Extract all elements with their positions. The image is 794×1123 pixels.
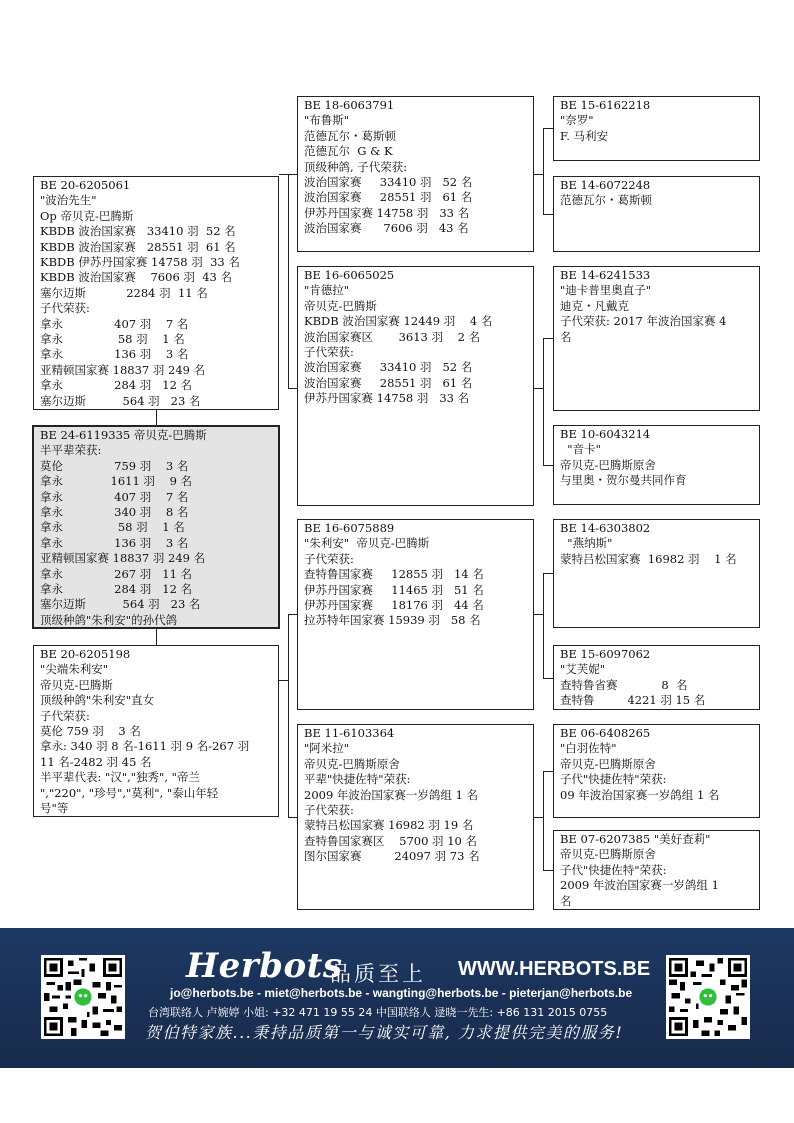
connector-ss-vertical [543,128,544,214]
pedigree-line: 子代荣获: [304,803,354,818]
pedigree-line: 波治国家赛 28551 羽 61 名 [304,375,473,390]
brand-slogan: 品质至上 [330,962,426,986]
sire-sire-sire-box [553,96,760,161]
pedigree-line: KBDB 伊苏丹国家赛 14758 羽 33 名 [40,255,240,270]
pedigree-line: 拿永: 340 羽 8 名-1611 羽 9 名-267 羽 [40,739,250,754]
pedigree-line: 波治国家赛 28551 羽 61 名 [304,190,473,205]
pedigree-line: BE 20-6205061 [40,178,131,192]
pedigree-line: "布鲁斯" [304,113,350,128]
pedigree-line: "肯德拉" [304,283,350,298]
pedigree-line: 蒙特吕松国家赛 16982 羽 1 名 [560,551,737,566]
pedigree-line: BE 20-6205198 [40,647,131,661]
pedigree-line: BE 14-6072248 [560,178,651,192]
pedigree-line: "艾芙妮" [560,662,606,677]
sire-dam-box [297,266,534,506]
pedigree-line: 号"等 [40,801,69,816]
connector-dd-to-dds [543,771,553,772]
qr-code-right-icon [669,958,747,1036]
pedigree-line: 波治国家赛 33410 羽 52 名 [304,175,473,190]
company-motto: 贺伯特家族...秉持品质第一与诚实可靠, 力求提供完美的服务! [145,1023,624,1042]
dam-dam-dam-box [553,830,760,910]
pedigree-line: 半平辈代表: "汉","独秀", "帝兰 [40,770,200,785]
pedigree-line: 拿永 284 羽 12 名 [40,582,193,597]
pedigree-line: BE 14-6241533 [560,268,651,282]
pedigree-line: 塞尔迈斯 2284 羽 11 名 [40,285,208,300]
pedigree-line: 塞尔迈斯 564 羽 23 名 [40,597,201,612]
pedigree-line: 莫伦 759 羽 3 名 [40,724,141,739]
connector-sire-up [279,174,288,175]
qr-code-left[interactable] [41,955,125,1039]
pedigree-line: 莫伦 759 羽 3 名 [40,458,189,473]
pedigree-line: 2009 年波治国家赛一岁鸽组 1 [560,878,719,893]
connector-dam-mid [279,680,288,681]
pedigree-line: BE 07-6207385 "美好查莉" [560,832,711,846]
pedigree-line: 帝贝克-巴腾斯原舍 [560,847,656,862]
sire-dam-sire-box [553,266,760,411]
pedigree-line: 拿永 340 羽 8 名 [40,505,189,520]
pedigree-line: ","220", "珍号","莫利", "泰山年轻 [40,785,219,800]
pedigree-line: "朱利安" 帝贝克-巴腾斯 [304,536,430,551]
pedigree-line: 拿永 58 羽 1 名 [40,520,185,535]
connector-dd-to-ddd [543,870,553,871]
pedigree-line: BE 16-6065025 [304,268,395,282]
pedigree-line: 子代"快捷佐特"荣获: [560,862,667,877]
pedigree-line: BE 10-6043214 [560,427,651,441]
pedigree-line: 子代荣获: [304,345,354,360]
brand-logo-herbots: Herbots [186,946,343,986]
pedigree-line: 名 [560,329,572,344]
pedigree-line: "迪卡普里奥直子" [560,283,652,298]
pedigree-line: 迪克・凡戴克 [560,298,629,313]
pedigree-line: BE 18-6063791 [304,98,395,112]
pedigree-line: "燕纳斯" [560,536,613,551]
pedigree-line: 帝贝克-巴腾斯 [304,298,377,313]
pedigree-line: 与里奥・贺尔曼共同作育 [560,473,687,488]
pedigree-line: 帝贝克-巴腾斯原舍 [304,756,400,771]
pedigree-line: 亚精顿国家赛 18837 羽 249 名 [40,362,206,377]
pedigree-line: KBDB 波治国家赛 33410 羽 52 名 [40,224,236,239]
sire-dam-dam-box [553,425,760,505]
contact-emails[interactable]: jo@herbots.be - miet@herbots.be - wangting@herbots.be - pieterjan@herbots.be [170,986,633,1000]
connector-dam-vertical [288,614,289,817]
sire-box [33,176,279,410]
pedigree-line: 伊苏丹国家赛 14758 羽 33 名 [304,205,470,220]
qr-code-left-icon [44,958,122,1036]
connector-dd-vertical [543,771,544,870]
pedigree-line: 波治国家赛区 3613 羽 2 名 [304,329,481,344]
pedigree-line: 查特鲁国家赛 12855 羽 14 名 [304,567,484,582]
pedigree-line: 塞尔迈斯 564 羽 23 名 [40,393,201,408]
connector-subject-to-sire [156,410,157,425]
connector-ds-mid [534,614,543,615]
connector-sd-to-sds [543,338,553,339]
pedigree-line: BE 15-6162218 [560,98,651,112]
contact-phones: 台湾联络人 卢婉婷 小姐: +32 471 19 55 24 中国联络人 逯晓一先生: +86 131 2015 0755 [148,1006,608,1019]
pedigree-line: 拿永 407 羽 7 名 [40,316,189,331]
dam-sire-box [297,519,534,710]
pedigree-line: 拿永 136 羽 3 名 [40,347,189,362]
connector-sire-to-ss [288,174,297,175]
connector-ds-vertical [543,573,544,678]
qr-code-right[interactable] [666,955,750,1039]
pedigree-line: "音卡" [560,442,601,457]
pedigree-line: 查特鲁省赛 8 名 [560,677,688,692]
sire-sire-box [297,96,534,252]
pedigree-line: 子代"快捷佐特"荣获: [560,772,667,787]
pedigree-line: 波治国家赛 7606 羽 43 名 [304,221,469,236]
pedigree-line: 蒙特吕松国家赛 16982 羽 19 名 [304,818,474,833]
pedigree-line: 查特鲁国家赛区 5700 羽 10 名 [304,833,477,848]
pedigree-line: 拿永 1611 羽 9 名 [40,474,193,489]
connector-ds-to-dss [543,573,553,574]
pedigree-line: 子代荣获: [304,551,354,566]
pedigree-line: KBDB 波治国家赛 12449 羽 4 名 [304,314,493,329]
connector-ds-to-dsd [543,678,553,679]
pedigree-line: KBDB 波治国家赛 7606 羽 43 名 [40,270,233,285]
pedigree-line: "阿米拉" [304,741,350,756]
pedigree-line: Op 帝贝克-巴腾斯 [40,208,134,223]
pedigree-line: BE 16-6075889 [304,521,395,535]
pedigree-line: BE 06-6408265 [560,726,651,740]
pedigree-line: "尖端朱利安" [40,662,109,677]
pedigree-line: 伊苏丹国家赛 11465 羽 51 名 [304,582,484,597]
pedigree-line: 查特鲁 4221 羽 15 名 [560,693,706,708]
connector-subject-to-dam [156,629,157,645]
pedigree-line: 伊苏丹国家赛 14758 羽 33 名 [304,391,470,406]
dam-sire-sire-box [553,519,760,628]
pedigree-line: 波治国家赛 33410 羽 52 名 [304,360,473,375]
pedigree-line: 拿永 267 羽 11 名 [40,566,193,581]
pedigree-line: BE 14-6303802 [560,521,651,535]
pedigree-line: 帝贝克-巴腾斯 [40,677,113,692]
pedigree-line: 11 名-2482 羽 45 名 [40,754,152,769]
pedigree-line: 拉苏特年国家赛 15939 羽 58 名 [304,613,481,628]
pedigree-line: 图尔国家赛 24097 羽 73 名 [304,849,480,864]
pedigree-line: BE 11-6103364 [304,726,395,740]
pedigree-line: 2009 年波治国家赛一岁鸽组 1 名 [304,787,479,802]
pedigree-line: 顶级种鸽, 子代荣获: [304,159,408,174]
subject-pigeon-box [32,425,280,629]
pedigree-line: 09 年波治国家赛一岁鸽组 1 名 [560,787,720,802]
website-link[interactable]: WWW.HERBOTS.BE [458,958,651,980]
pedigree-line: 帝贝克-巴腾斯原舍 [560,457,656,472]
pedigree-line: 拿永 136 羽 3 名 [40,535,189,550]
pedigree-line: 范德瓦尔 G & K [304,144,393,159]
pedigree-line: 半平辈荣获: [40,443,102,458]
pedigree-line: 子代荣获: 2017 年波治国家赛 4 [560,314,727,329]
sire-sire-dam-box [553,176,760,252]
connector-ss-to-ssd [543,214,553,215]
connector-dam-to-dd [288,817,297,818]
pedigree-line: 子代荣获: [40,708,90,723]
dam-dam-sire-box [553,724,760,818]
pedigree-line: 拿永 284 羽 12 名 [40,378,193,393]
dam-sire-dam-box [553,645,760,710]
pedigree-line: 名 [560,893,572,908]
pedigree-line: "奈罗" [560,113,594,128]
connector-sd-to-sdd [543,465,553,466]
connector-sd-mid [534,388,543,389]
connector-sire-vertical [288,174,289,388]
pedigree-line: BE 15-6097062 [560,647,651,661]
connector-dam-to-ds [288,614,297,615]
connector-sd-vertical [543,338,544,465]
pedigree-line: 帝贝克-巴腾斯原舍 [560,756,656,771]
pedigree-line: 伊苏丹国家赛 18176 羽 44 名 [304,598,484,613]
pedigree-line: "白羽佐特" [560,741,617,756]
connector-ss-to-sss [543,128,553,129]
connector-ss-mid [534,174,543,175]
pedigree-line: 顶级种鸽"朱利安"的孙代鸽 [40,612,178,627]
pedigree-line: 拿永 407 羽 7 名 [40,489,189,504]
pedigree-line: 范德瓦尔・葛斯顿 [304,128,396,143]
pedigree-line: 顶级种鸽"朱利安"直女 [40,693,155,708]
pedigree-line: 亚精顿国家赛 18837 羽 249 名 [40,551,206,566]
pedigree-line: 子代荣获: [40,301,90,316]
pedigree-line: KBDB 波治国家赛 28551 羽 61 名 [40,239,236,254]
pedigree-line: BE 24-6119335 帝贝克-巴腾斯 [40,428,207,442]
dam-box [33,645,279,817]
pedigree-line: 拿永 58 羽 1 名 [40,332,185,347]
pedigree-line: 范德瓦尔・葛斯顿 [560,193,652,208]
connector-sire-to-sd [288,388,297,389]
pedigree-line: "波治先生" [40,193,97,208]
pedigree-line: 平辈"快捷佐特"荣获: [304,772,411,787]
pedigree-line: F. 马利安 [560,128,608,143]
connector-dd-mid [534,817,543,818]
dam-dam-box [297,724,534,910]
